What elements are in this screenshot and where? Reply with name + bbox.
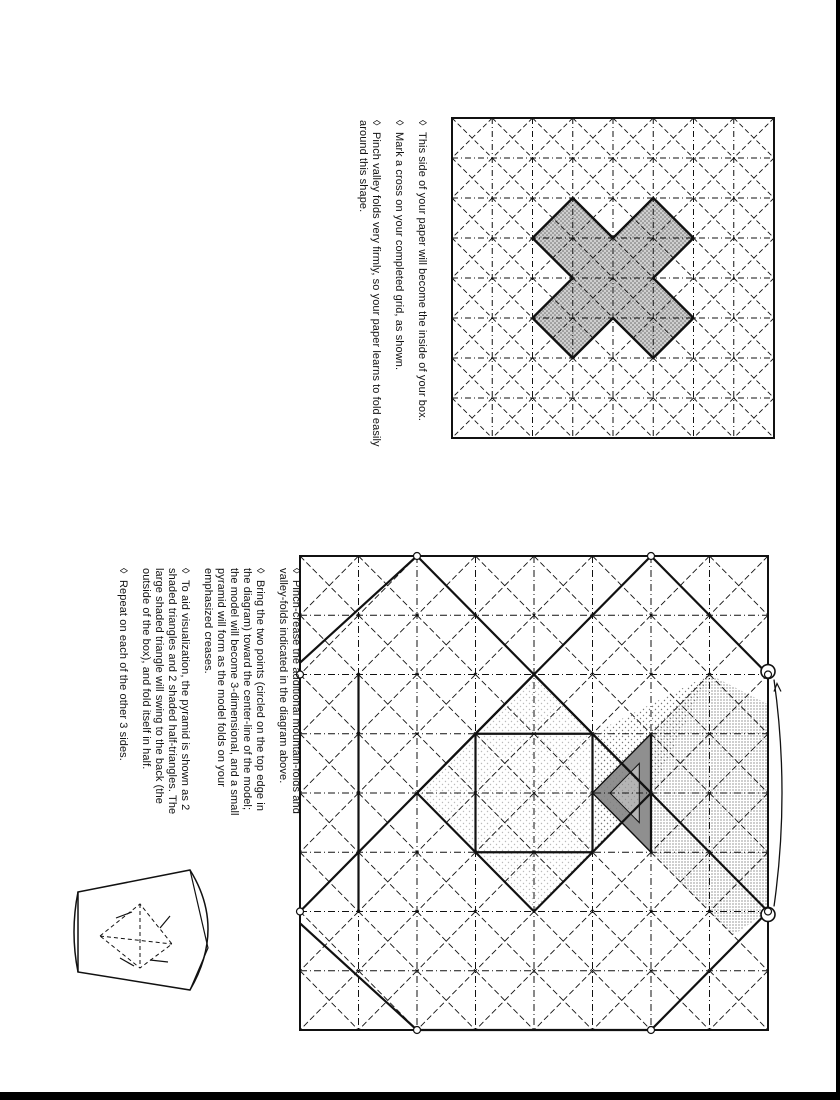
diamond-bullet-icon: ◊ (117, 568, 129, 574)
instruction-item: ◊Pinch-crease the additional mountain-folds and valley-folds indicated in the diagram above. (277, 568, 302, 814)
scan-border-right (836, 0, 840, 1100)
instruction-item: ◊Mark a cross on your completed grid, as shown. (393, 120, 405, 371)
instructions-block-1 (346, 120, 428, 450)
instructions-block-2 (106, 568, 302, 826)
instruction-item: ◊Pinch valley folds very firmly, so your paper learns to fold easily around this shape. (357, 120, 382, 447)
box-outline (78, 870, 208, 990)
instruction-item: ◊Bring the two points (circled on the top edge in the diagram) toward the center-line of the model; the model will become 3-dimensional, and a small pyramid will form as the model folds on your emphasized creases. (202, 568, 266, 816)
diamond-bullet-icon: ◊ (416, 120, 428, 126)
instruction-item: ◊Repeat on each of the other 3 sides. (117, 568, 129, 761)
diamond-bullet-icon: ◊ (290, 568, 302, 574)
diamond-bullet-icon: ◊ (393, 120, 405, 126)
diamond-bullet-icon: ◊ (179, 568, 191, 574)
diamond-bullet-icon: ◊ (254, 568, 266, 574)
instruction-item: ◊This side of your paper will become the inside of your box. (416, 120, 428, 421)
scan-border-bottom (0, 1092, 840, 1100)
instruction-item: ◊To aid visualization, the pyramid is shown as 2 shaded triangles and 2 shaded half-triangles. The large shaded triangle will swing to the back (the outside of the box), and fold itself in half. (140, 568, 191, 815)
pyramid-sketch (100, 904, 172, 968)
diamond-bullet-icon: ◊ (370, 120, 382, 126)
